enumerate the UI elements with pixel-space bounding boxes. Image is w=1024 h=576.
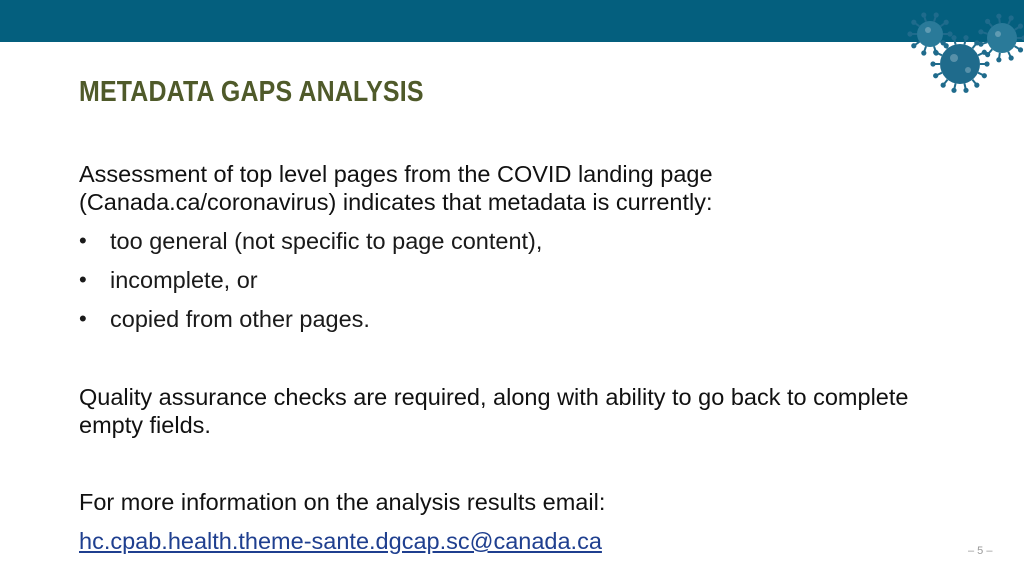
intro-line-2: (Canada.ca/coronavirus) indicates that metadata is currently:: [79, 189, 713, 215]
metadata-issue-list: [79, 226, 542, 343]
list-item: [79, 304, 542, 343]
contact-label: For more information on the analysis results email:: [79, 489, 606, 515]
list-item-text: incomplete, or: [110, 267, 258, 293]
bullet-icon: •: [79, 228, 87, 253]
bullet-icon: •: [79, 306, 87, 331]
coronavirus-icon: [906, 12, 1024, 98]
list-item-text: copied from other pages.: [110, 306, 370, 332]
intro-paragraph: [79, 160, 713, 216]
list-item-text: too general (not specific to page content),: [110, 228, 543, 254]
list-item: [79, 265, 542, 304]
contact-email-link[interactable]: hc.cpab.health.theme-sante.dgcap.sc@canada.ca: [79, 528, 602, 554]
header-bar: [0, 0, 1024, 42]
list-item: [79, 226, 542, 265]
page-number: – 5 –: [968, 545, 993, 557]
slide-title: METADATA GAPS ANALYSIS: [79, 76, 424, 108]
intro-line-1: Assessment of top level pages from the COVID landing page: [79, 161, 713, 187]
bullet-icon: •: [79, 267, 87, 292]
qa-line-2: empty fields.: [79, 412, 211, 438]
qa-line-1: Quality assurance checks are required, along with ability to go back to complete: [79, 384, 909, 410]
qa-paragraph: [79, 383, 908, 439]
